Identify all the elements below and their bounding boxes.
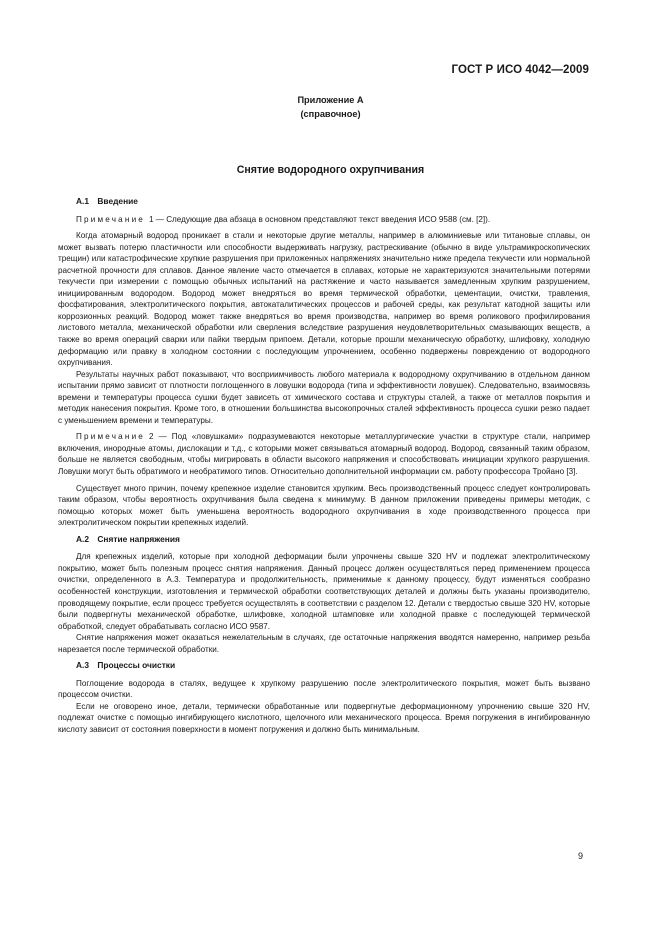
paragraph: Для крепежных изделий, которые при холодной деформации были упрочнены свыше 320 HV и подлежат электролитическому покрытию, может быть полезным процесс снятия напряжения. Данный процесс должен осуществляться перед применением процесса очистки, определенного в А.3. Температура и продолжительность, применимые к данному процессу, будут изменяться сообразно особенностей конструкции, изготовления и термической обработки соответствующих деталей и должны быть указаны производителю, проводящему покрытие, если процесс требуется осуществлять в соответствии с разделом 12. Детали с твердостью свыше 320 HV, которые были подвергнуты механической обработке, шлифовке, холодной штамповке или холодной правке с последующей термической обработкой, следует обрабатывать согласно ИСО 9587.: [58, 552, 590, 631]
section-number: А.2: [76, 533, 90, 544]
section-title: Введение: [97, 196, 138, 206]
document-id-header: ГОСТ Р ИСО 4042—2009: [451, 64, 589, 76]
section-heading-a3: [76, 660, 590, 672]
note-lead: Примечание: [76, 214, 146, 224]
document-body: [58, 196, 590, 736]
note-1: [58, 214, 590, 226]
appendix-label: Приложение А: [297, 95, 364, 105]
page-number: 9: [577, 851, 583, 861]
section-number: А.1: [76, 196, 90, 206]
paragraph: Когда атомарный водород проникает в стали и некоторые другие металлы, например в алюминиевые или титановые сплавы, он может вызвать потерю пластичности или способности выдерживать нагрузку, растрескивание (обычно в виде ультрамикроскопических трещин) или катастрофические хрупкие разрушения при приложенных напряжениях значительно ниже предела текучести или нормальной расчетной прочности для сплавов. Данное явление часто отмечается в сплавах, которые не характеризуются значительными потерями текучести при измерении с помощью обычных испытаний на растяжение и часто называется замедленным хрупким разрушением, инициированным водородом. Водород может внедряться во время термической обработки, цементации, очистки, травления, фосфатирования, электролитического покрытия, автокаталитических процессов и рабочей среды, как результат катодной защиты или коррозионных реакций. Водород может также внедряться во время производства, например во время роликового профилирования листового металла, механической обработки или сверления вследствие разрушения неудовлетворительных смазывающих веществ, а также во время операций сварки или пайки твердым припоем. Детали, которые прошли механическую обработку, шлифовку, холодную деформацию или правку в холодном состоянии с последующим упрочнением, особенно подвержены повреждению от водородного охрупчивания.: [58, 231, 590, 368]
appendix-heading: [0, 93, 661, 121]
note-2: [58, 431, 590, 477]
note-text: 2 — Под «ловушками» подразумеваются некоторые металлургические участки в структуре стали, например включения, инородные атомы, дислокации и т.д., с которыми может связываться атомарный водород. Водород, связанный таким образом, больше не является свободным, чтобы мигрировать в области высокого напряжения и способствовать инициации хрупкого разрушения. Ловушки могут быть обратимого и необратимого типов. Относительно дополнительной информации см. работу профессора Тройано [3].: [58, 432, 590, 477]
paragraph: Поглощение водорода в сталях, ведущее к хрупкому разрушению после электролитического покрытия, может быть вызвано процессом очистки.: [58, 678, 590, 700]
section-heading-a2: [76, 534, 590, 546]
paragraph: Снятие напряжения может оказаться нежелательным в случаях, где остаточные напряжения вводятся намеренно, например резьба нарезается после термической обработки.: [58, 633, 590, 654]
section-heading-a1: [76, 196, 590, 208]
appendix-title: Снятие водородного охрупчивания: [236, 164, 425, 176]
section-title: Процессы очистки: [97, 660, 176, 671]
section-title: Снятие напряжения: [97, 533, 180, 544]
appendix-type: (справочное): [300, 109, 361, 119]
note-text: 1 — Следующие два абзаца в основном представляют текст введения ИСО 9588 (см. [2]).: [149, 214, 491, 224]
paragraph: Результаты научных работ показывают, что восприимчивость любого материала к водородному охрупчиванию в отдельном данном испытании прямо зависит от плотности поглощенного в ловушки водорода (типа и эффективности ловушек). Следовательно, взаимосвязь времени и температуры процесса сушки будет зависеть от химического состава и структуры сталей, а также от металлов покрытия и методик нанесения покрытия. Кроме того, в отношении большинства высокопрочных сталей эффективность процесса сушки резко падает с уменьшением времени и температуры.: [58, 369, 590, 425]
paragraph: Существует много причин, почему крепежное изделие становится хрупким. Весь производственный процесс следует контролировать таким образом, чтобы вероятность охрупчивания была сведена к минимуму. В данном приложении приведены примеры методик, с помощью которых может быть уменьшена вероятность водородного охрупчивания в ходе производственного процесса при электролитическом покрытии крепежных изделий.: [58, 483, 590, 528]
section-number: А.3: [76, 660, 90, 671]
paragraph: Если не оговорено иное, детали, термически обработанные или подвергнутые деформационному упрочнению свыше 320 HV, подлежат очистке с помощью ингибирующего кислотного, щелочного или механического процесса. Время погружения в ингибированную кислоту зависит от состояния поверхности в момент погружения и должно быть минимальным.: [58, 701, 590, 734]
note-lead: Примечание: [76, 432, 146, 442]
